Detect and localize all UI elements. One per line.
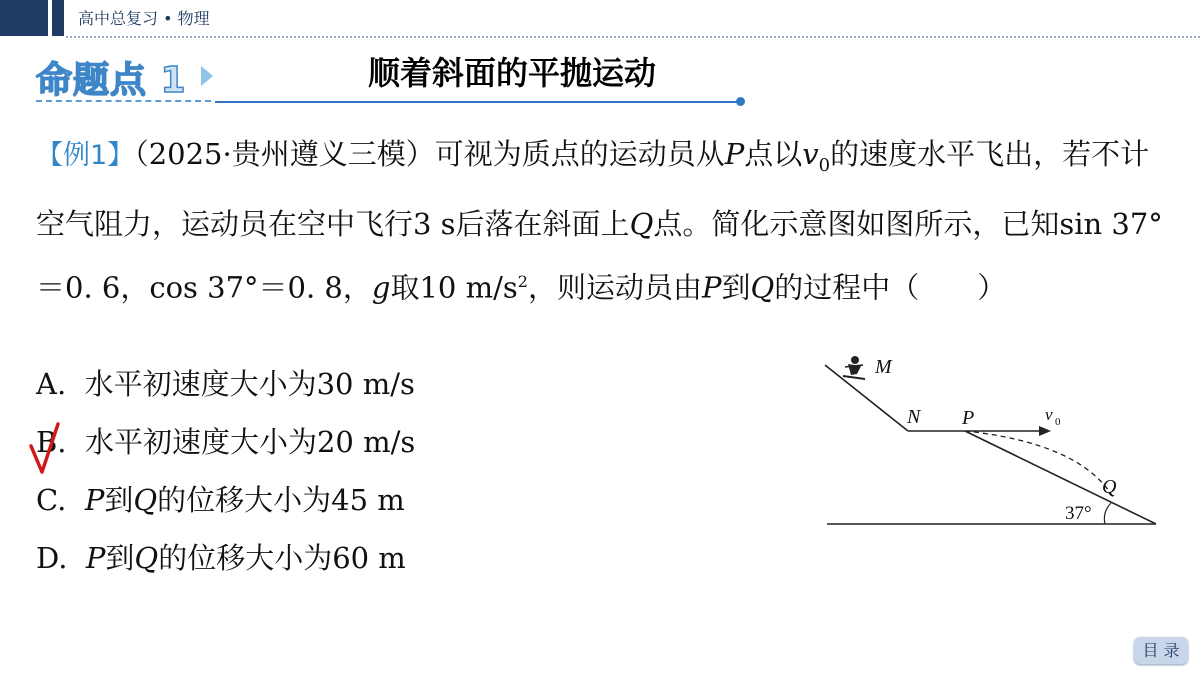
var-g: g: [371, 270, 391, 305]
option-text: 水平初速度大小为20 m/s: [84, 425, 416, 459]
option-letter: C.: [36, 483, 67, 517]
velocity-arrowhead: [1039, 426, 1051, 436]
problem-text: 的过程中（ ）: [774, 270, 1007, 305]
label-p: P: [962, 407, 975, 429]
skier-icon: [843, 356, 865, 379]
option-text: 水平初速度大小为30 m/s: [84, 367, 415, 401]
var-v: v: [802, 137, 819, 171]
option-letter: A.: [36, 367, 67, 401]
option-a[interactable]: [36, 355, 415, 413]
var-p: P: [85, 541, 106, 575]
upper-ramp-line: [825, 365, 908, 431]
trajectory-path: [965, 431, 1113, 497]
topic-label: 命题点 1: [36, 60, 187, 101]
var-p: P: [724, 137, 745, 171]
label-v: v: [1045, 405, 1053, 424]
course-title: 高中总复习 • 物理: [78, 9, 210, 28]
angle-arc: [1104, 503, 1111, 524]
title-underline-dot: [736, 97, 745, 106]
option-letter: D.: [36, 541, 68, 575]
header-dotted-divider: [66, 36, 1200, 38]
label-angle: 37°: [1065, 503, 1092, 524]
var-q: Q: [133, 483, 158, 517]
problem-text: 取10 m/s: [390, 270, 518, 305]
problem-text: 可视为质点的运动员从: [434, 137, 725, 171]
problem-text: 点以: [744, 137, 803, 171]
option-c[interactable]: [36, 471, 415, 529]
header-bar-stripe: [52, 0, 64, 36]
option-b[interactable]: [36, 413, 415, 471]
header-bar-block: [0, 0, 48, 36]
var-q: Q: [134, 541, 159, 575]
var-q: Q: [629, 206, 654, 241]
option-text: 到: [104, 483, 134, 517]
problem-text: 到: [721, 270, 751, 305]
slope-line: [965, 431, 1156, 524]
example-tag: 【例1】: [36, 140, 135, 171]
problem-statement: [36, 125, 1166, 316]
slope-diagram: [815, 345, 1170, 535]
option-text: 的位移大小为60 m: [158, 541, 406, 575]
topic-title: 顺着斜面的平抛运动: [368, 54, 657, 92]
var-q: Q: [750, 270, 775, 305]
answer-options: [36, 355, 415, 587]
var-p: P: [84, 483, 105, 517]
play-arrow-icon: [201, 66, 213, 86]
problem-source: （2025·贵州遵义三模）: [134, 137, 435, 171]
label-q: Q: [1102, 476, 1117, 498]
problem-text: 点。简化示意图如图所示，已知sin 37°＝0. 6，cos 37°＝0. 8，: [36, 206, 1163, 305]
label-n: N: [907, 406, 921, 428]
option-d[interactable]: [36, 529, 415, 587]
toc-button[interactable]: 目 录: [1134, 637, 1188, 664]
problem-text: 的速度水平飞出，若不计空气阻力，运动员在空中飞行3 s后落在斜面上: [36, 137, 1150, 241]
option-text: 的位移大小为45 m: [157, 483, 405, 517]
var-v-subscript: 0: [818, 154, 831, 176]
problem-text: ，则运动员由: [527, 270, 702, 305]
var-p: P: [701, 270, 722, 305]
unit-superscript: 2: [517, 271, 528, 291]
checkmark-icon: [28, 420, 68, 480]
option-text: 到: [105, 541, 135, 575]
label-m: M: [875, 356, 892, 378]
topic-dashed-underline: [36, 100, 211, 102]
label-v-subscript: 0: [1055, 416, 1061, 428]
title-underline: [215, 101, 740, 103]
option-letter: B.: [36, 425, 67, 459]
